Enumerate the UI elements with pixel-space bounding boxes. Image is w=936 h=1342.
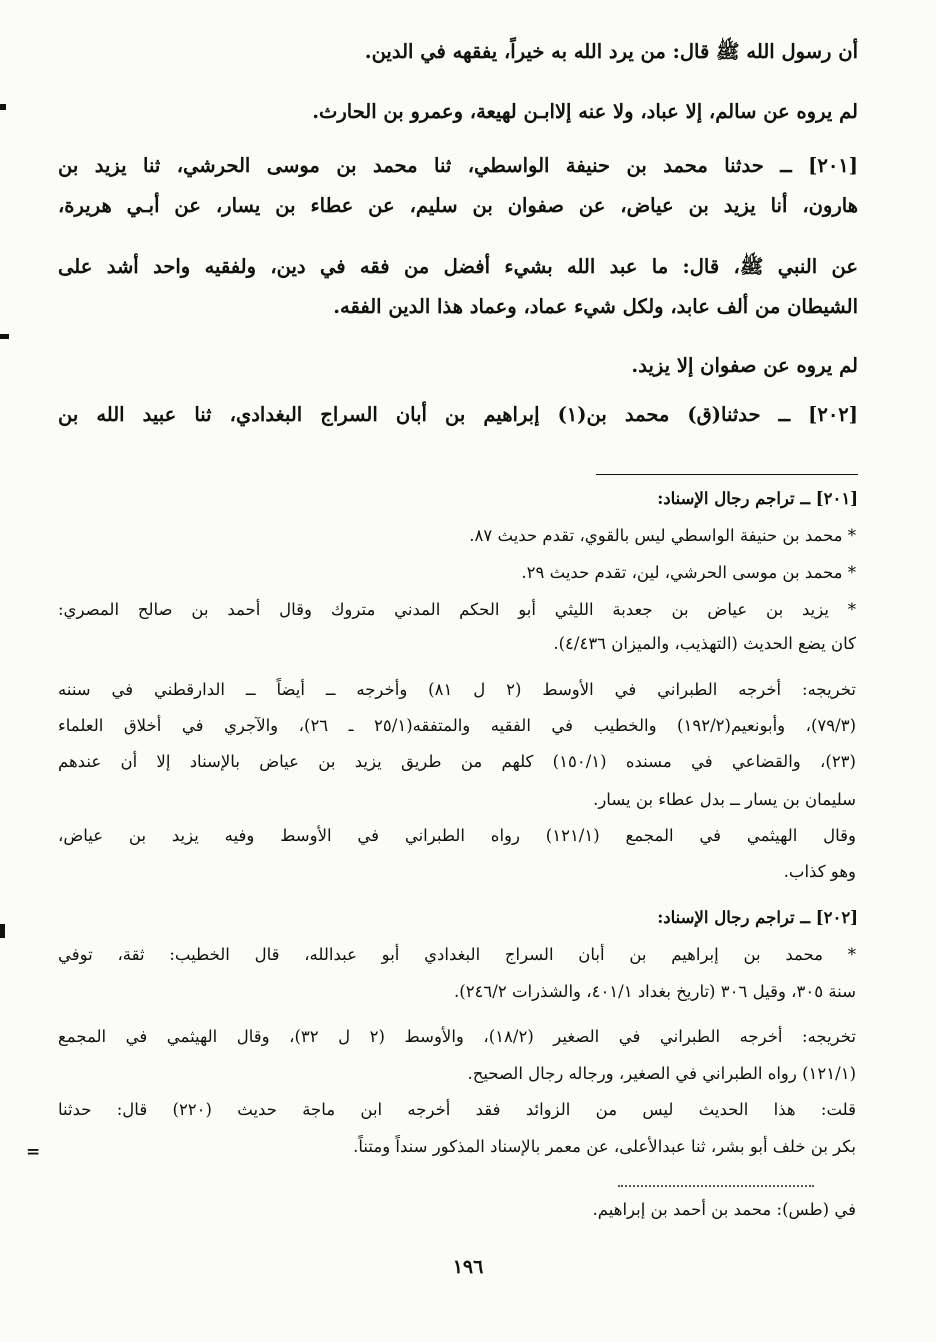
margin-mark: =: [26, 1142, 41, 1162]
footnote-201-heading: [٢٠١] ــ تراجم رجال الإسناد:: [657, 489, 858, 508]
footnote-line: * محمد بن حنيفة الواسطي ليس بالقوي، تقدم حديث ٨٧.: [469, 526, 856, 545]
footnote-line: * محمد بن إبراهيم بن أبان السراج البغدادي أبو عبدالله، قال الخطيب: ثقة، توفي: [58, 945, 856, 964]
footnote-line: سنة ٣٠٥، وقيل ٣٠٦ (تاريخ بغداد ٤٠١/١، والشذرات ٢٤٦/٢).: [454, 982, 856, 1001]
scan-mark: [0, 334, 9, 339]
footnote-line: وقال الهيثمي في المجمع (١٢١/١) رواه الطبراني في الأوسط وفيه يزيد بن عياض،: [58, 826, 856, 845]
main-text-line: الشيطان من ألف عابد، ولكل شيء عماد، وعماد هذا الدين الفقه.: [333, 295, 858, 318]
scan-mark: [0, 104, 6, 110]
footnote-takhrij: تخريجه: أخرجه الطبراني في الصغير (١٨/٢)، والأوسط (٢ ل ٣٢)، وقال الهيثمي في المجمع: [58, 1027, 857, 1046]
footnote-line: (٧٩/٣)، وأبونعيم(١٩٢/٢) والخطيب في الفقيه والمتفقه(٢٥/١ ـ ٢٦)، والآجري في أخلاق العلماء: [58, 716, 857, 735]
main-text-line: هارون، أنا يزيد بن عياض، عن صفوان بن سليم، عن عطاء بن يسار، عن أبـي هريرة،: [58, 194, 858, 217]
footnote-202-heading: [٢٠٢] ــ تراجم رجال الإسناد:: [657, 908, 858, 927]
main-text-line: لم يروه عن سالم، إلا عباد، ولا عنه إلاابـن لهيعة، وعمرو بن الحارث.: [312, 100, 858, 123]
hadith-201-text: عن النبي ﷺ، قال: ما عبد الله بشيء أفضل من فقه في دين، ولفقيه واحد أشد على: [58, 255, 858, 278]
hadith-201-heading: [٢٠١] ــ حدثنا محمد بن حنيفة الواسطي، ثنا محمد بن موسى الحرشي، ثنا يزيد بن: [58, 154, 858, 177]
variant-note: في (طس): محمد بن أحمد بن إبراهيم.: [592, 1200, 856, 1219]
page-number: ١٩٦: [452, 1256, 484, 1278]
footnote-line: * محمد بن موسى الحرشي، لين، تقدم حديث ٢٩.: [521, 563, 856, 582]
scan-mark: [0, 924, 5, 938]
footnote-line: كان يضع الحديث (التهذيب، والميزان ٤/٤٣٦).: [553, 634, 856, 653]
footnote-line: سليمان بن يسار ــ بدل عطاء بن يسار.: [593, 790, 856, 809]
footnote-line: بكر بن خلف أبو بشر، ثنا عبدالأعلى، عن معمر بالإسناد المذكور سنداً ومتناً.: [353, 1137, 856, 1156]
footnote-line: (١٢١/١) رواه الطبراني في الصغير، ورجاله رجال الصحيح.: [467, 1064, 856, 1083]
variant-note-separator: [618, 1185, 814, 1187]
hadith-202-heading: [٢٠٢] ــ حدثنا(ق) محمد بن(١) إبراهيم بن أبان السراج البغدادي، ثنا عبيد الله بن: [58, 403, 858, 426]
footnote-line: وهو كذاب.: [783, 862, 856, 881]
footnote-line: (٢٣)، والقضاعي في مسنده (١٥٠/١) كلهم من طريق يزيد بن عياض بالإسناد إلا أن عندهم: [58, 752, 856, 771]
main-text-line: أن رسول الله ﷺ قال: من يرد الله به خيراً، يفقهه في الدين.: [364, 40, 858, 63]
footnote-takhrij: تخريجه: أخرجه الطبراني في الأوسط (٢ ل ٨١) وأخرجه ــ أيضاً ــ الدارقطني في سننه: [58, 680, 857, 699]
main-text-line: لم يروه عن صفوان إلا يزيد.: [631, 354, 858, 377]
footnote-line: قلت: هذا الحديث ليس من الزوائد فقد أخرجه ابن ماجة حديث (٢٢٠) قال: حدثنا: [58, 1100, 856, 1119]
footnote-separator: [596, 474, 858, 475]
footnote-line: * يزيد بن عياض بن جعدبة الليثي أبو الحكم المدني متروك وقال أحمد بن صالح المصري:: [58, 600, 856, 619]
